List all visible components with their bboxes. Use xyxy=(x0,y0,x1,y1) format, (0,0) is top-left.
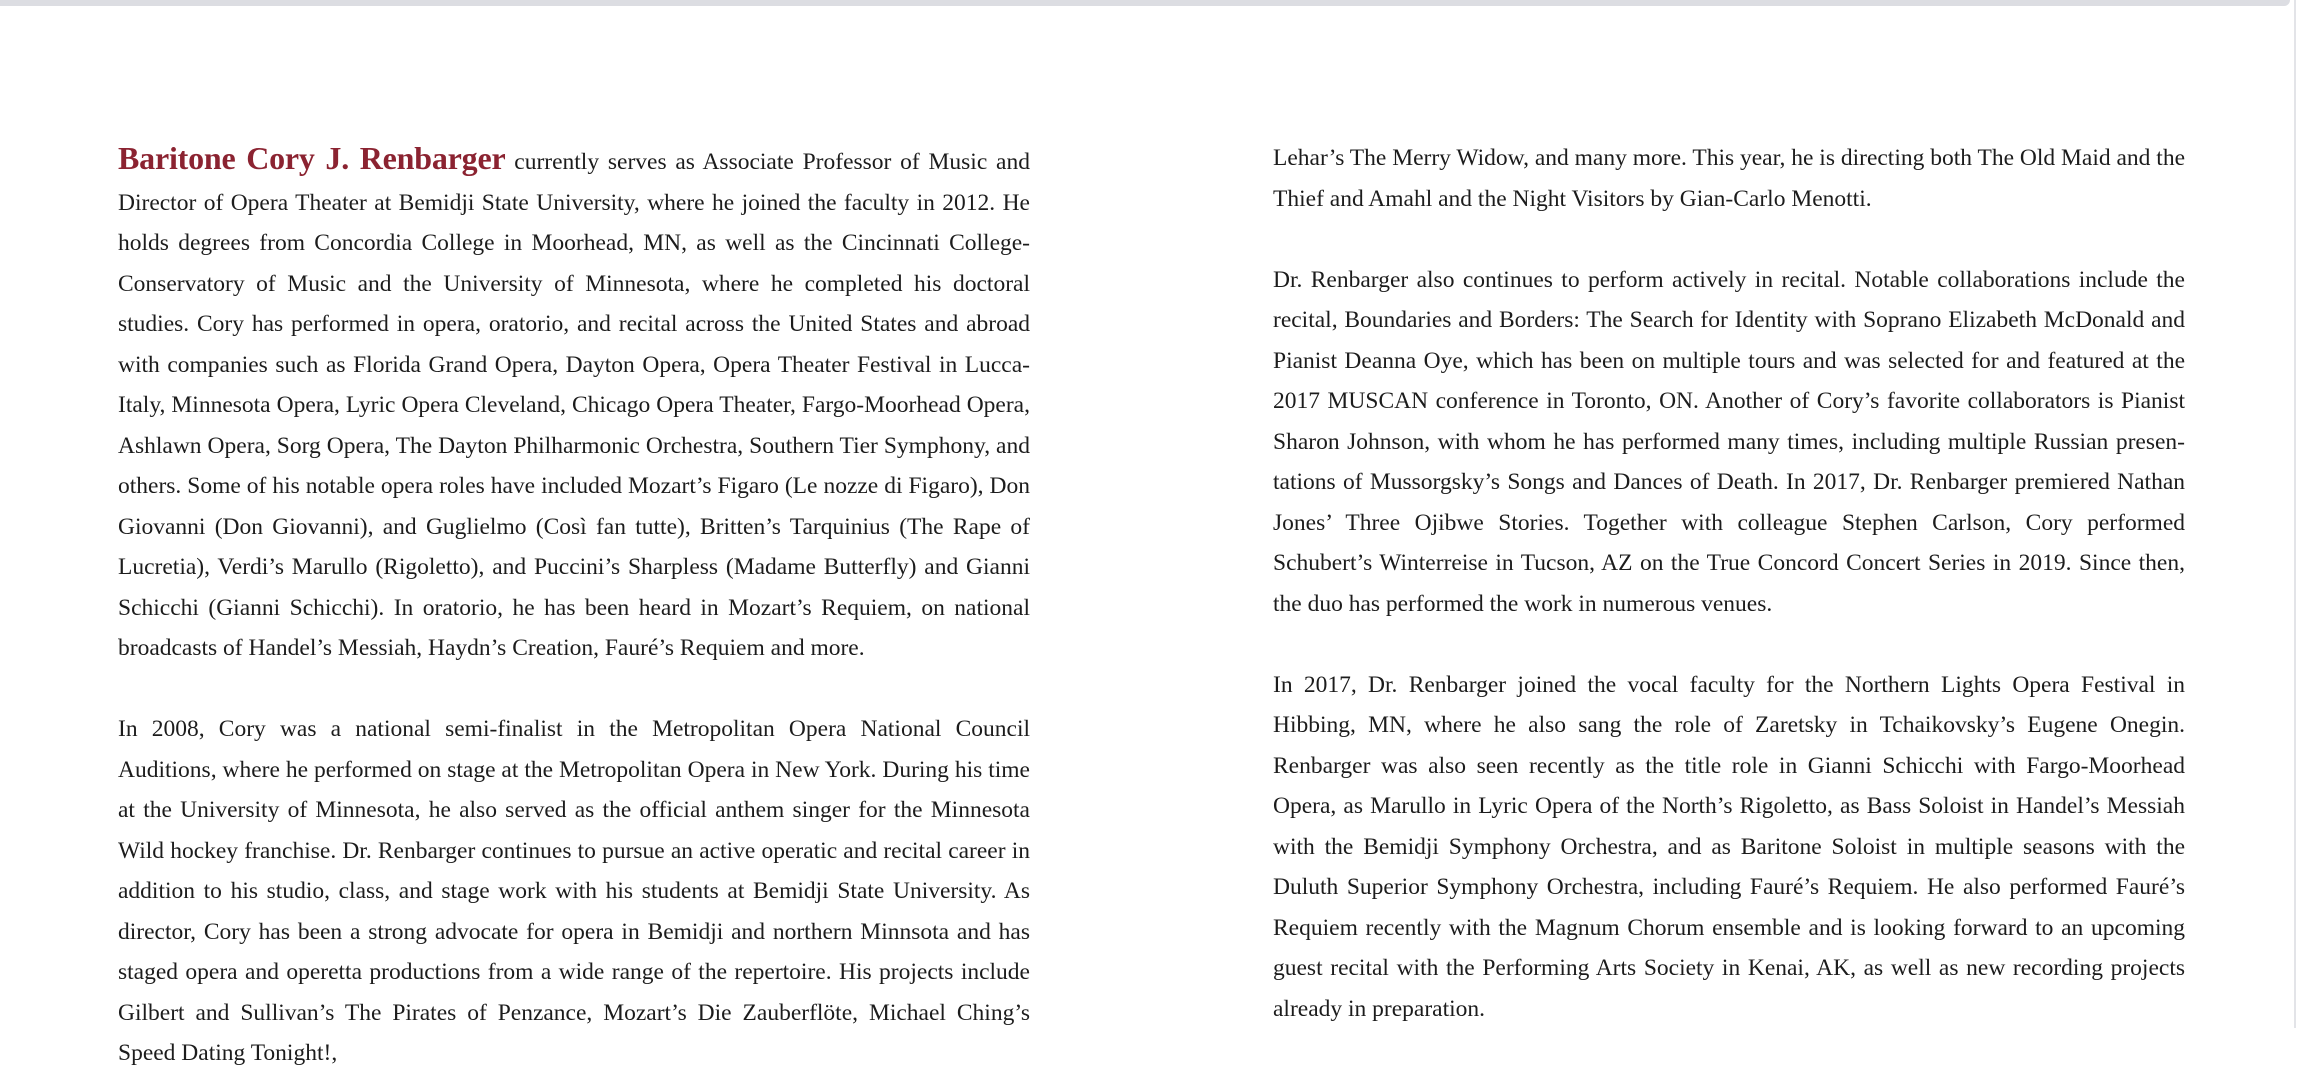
bio-paragraph-2: In 2008, Cory was a national semi-finalist in the Metropolitan Opera National Council Auditions, where he performed on stage at the Metropolitan Opera in New York. During his time at the University of Minnesota, he also served as the official anthem singer for the Minnesota Wild hockey franchise. Dr. Renbarger continues to pursue an active operatic and recital career in addition to his studio, class, and stage work with his students at Bemidji State University. As director, Cory has been a strong advocate for opera in Bemidji and northern Minnsota and has staged opera and operetta productions from a wide range of the repertoire. His projects include Gilbert and Sullivan’s The Pirates of Penzance, Mozart’s Die Zauberflöte, Michael Ching’s Speed Dating Tonight!, xyxy=(118,716,1030,1066)
bio-paragraph-1 xyxy=(118,138,1030,669)
page-right-edge xyxy=(2294,0,2296,1028)
bio-paragraph-5: In 2017, Dr. Renbarger joined the vocal faculty for the Northern Lights Opera Festival in Hibbing, MN, where he also sang the role of Zaretsky in Tchaikovsky’s Eugene Onegin. Renbarger was also seen recently as the title role in Gianni Schicchi with Fargo-Moorhead Opera, as Marullo in Lyric Opera of the North’s Rigoletto, as Bass Soloist in Handel’s Messiah with the Bemidji Symphony Orchestra, and as Baritone Soloist in multiple seasons with the Duluth Superior Symphony Orchestra, including Fauré’s Requiem. He also performed Fauré’s Requiem recently with the Magnum Chorum ensemble and is looking forward to an upcoming guest recital with the Performing Arts Society in Kenai, AK, as well as new recording projects already in preparation. xyxy=(1273,671,2185,1022)
bio-paragraph-1-text: currently serves as Associate Professor of Music and Director of Opera Theater at Bemidji State University, where he joined the faculty in 2012. He holds degrees from Concordia College in Moorhead, MN, as well as the Cincinnati College-Conservatory of Music and the University of Minnesota, where he completed his doctoral studies. Cory has performed in opera, oratorio, and recital across the United States and abroad with companies such as Florida Grand Opera, Dayton Opera, Opera Theater Festival in Lucca-Italy, Minnesota Opera, Lyric Opera Cleveland, Chicago Opera Theater, Fargo-Moorhead Opera, Ashlawn Opera, Sorg Opera, The Dayton Philharmonic Orchestra, Southern Tier Symphony, and others. Some of his notable opera roles have included Mozart’s Figaro (Le nozze di Figaro), Don Giovanni (Don Giovanni), and Guglielmo (Così fan tutte), Britten’s Tarquinius (The Rape of Lucretia), Verdi’s Marullo (Rigoletto), and Puccini’s Sharpless (Madame Butterfly) and Gianni Schicchi (Gianni Schicchi). In oratorio, he has been heard in Mozart’s Requiem, on national broadcasts of Handel’s Messiah, Haydn’s Creation, Fauré’s Requiem and more. xyxy=(118,149,1030,661)
bio-lead-name: Baritone Cory J. Renbarger xyxy=(118,140,506,176)
bio-paragraph-3: Lehar’s The Merry Widow, and many more. This year, he is directing both The Old Maid and the Thief and Amahl and the Night Visitors by Gian-Carlo Menotti. xyxy=(1273,145,2186,212)
left-text-column xyxy=(118,138,1030,1074)
right-text-column xyxy=(1273,138,2185,1029)
bio-paragraph-4: Dr. Renbarger also continues to perform actively in recital. Notable collaborations include the recital, Boundaries and Borders: The Search for Identity with Soprano Elizabeth McDonald and Pianist Deanna Oye, which has been on multiple tours and was selected for and featured at the 2017 MUSCAN conference in Toronto, ON. Another of Cory’s favorite collaborators is Pianist Sharon Johnson, with whom he has performed many times, including multiple Russian presentations of Mussorgsky’s Songs and Dances of Death. In 2017, Dr. Renbarger premiered Nathan Jones’ Three Ojibwe Stories. Together with colleague Stephen Carlson, Cory performed Schubert’s Winterreise in Tucson, AZ on the True Concord Concert Series in 2019. Since then, the duo has performed the work in numerous venues. xyxy=(1273,266,2185,617)
